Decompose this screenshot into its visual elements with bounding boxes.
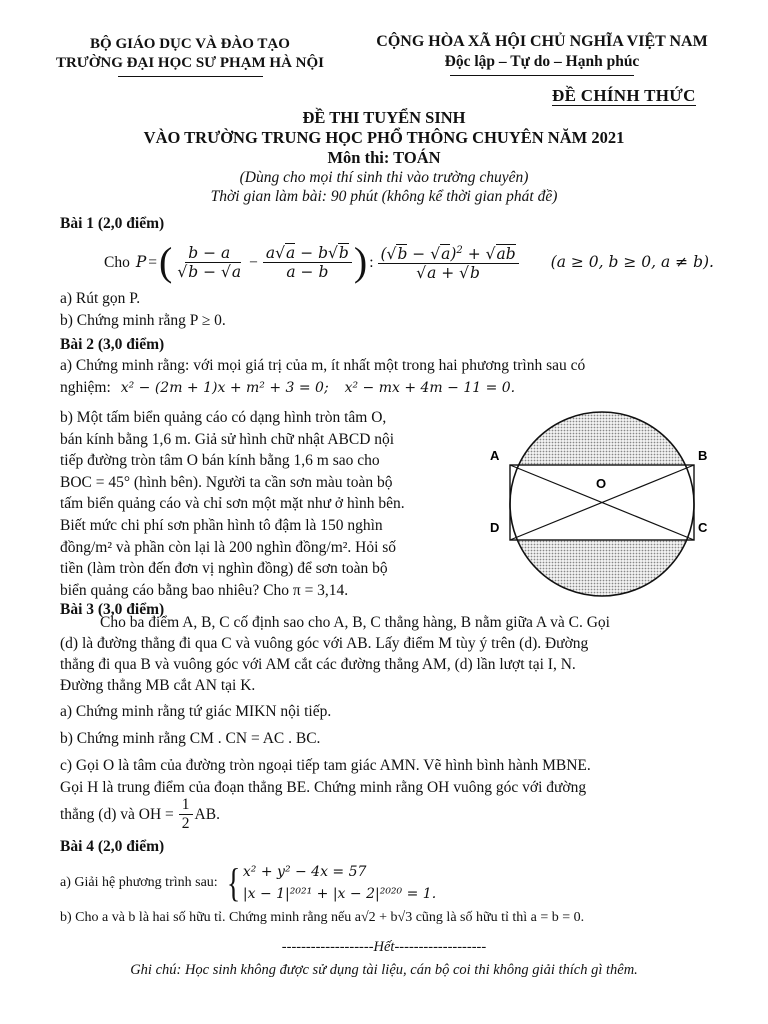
bai3-intro-line: Cho ba điểm A, B, C cố định sao cho A, B, C thẳng hàng, B nằm giữa A và C. Gọi <box>100 614 610 631</box>
equation-system <box>243 861 436 905</box>
bai2-b-line: biển quảng cáo bằng bao nhiêu? Cho π = 3,14. <box>60 581 349 599</box>
footer-note: Ghi chú: Học sinh không được sử dụng tài liệu, cán bộ coi thi không giải thích gì thêm. <box>130 962 638 978</box>
fraction-2: $\frac{a√a - b√b}{a - b}$ <box>263 244 352 281</box>
school-name: TRƯỜNG ĐẠI HỌC SƯ PHẠM HÀ NỘI <box>55 55 325 71</box>
official-label <box>552 86 696 106</box>
official-text: ĐỀ CHÍNH THỨC <box>552 86 696 105</box>
bai3-c-prefix: thẳng (d) và OH = <box>60 805 174 823</box>
bai2-equation-1: x² − (2m + 1)x + m² + 3 = 0; <box>120 380 329 396</box>
bai1-condition: (a ≥ 0, b ≥ 0, a ≠ b). <box>550 252 714 271</box>
fraction-1: $\frac{b - a}{√b - √a}$ <box>177 243 242 281</box>
bai3-part-b: b) Chứng minh rằng CM . CN = AC . BC. <box>60 730 321 747</box>
system-brace: { <box>226 860 241 905</box>
exam-title: ĐỀ THI TUYỂN SINH <box>302 108 466 127</box>
bai3-intro <box>60 612 710 696</box>
bai1-heading: Bài 1 (2,0 điểm) <box>60 215 165 232</box>
bai3-heading: Bài 3 (3,0 điểm) <box>60 601 165 618</box>
bai2-b-line: BOC = 45° (hình bên). Người ta cần sơn màu toàn bộ <box>60 473 393 491</box>
bai1-intro: Cho <box>104 253 130 271</box>
label-b: B <box>698 448 708 463</box>
end-marker: -------------------Hết------------------- <box>281 939 487 955</box>
exam-note-audience: (Dùng cho mọi thí sinh thi vào trường chuyên) <box>239 169 529 186</box>
billboard-figure <box>482 408 722 600</box>
bai2-b-line: đồng/m² và phần còn lại là 200 nghìn đồng/m². Hỏi số <box>60 538 397 556</box>
system-equation-1: x² + y² − 4x = 57 <box>242 864 367 880</box>
bai2-part-b <box>60 407 470 601</box>
bai2-heading: Bài 2 (3,0 điểm) <box>60 336 165 353</box>
bai4-part-a <box>60 858 436 908</box>
label-o: O <box>596 476 607 491</box>
equals-sign: = <box>148 253 158 271</box>
bai3-intro-line: thẳng đi qua B và vuông góc với AM cắt các đường thẳng AM, (d) lần lượt tại I, N. <box>60 656 576 673</box>
bai4-heading: Bài 4 (2,0 điểm) <box>60 838 165 855</box>
bai2-b-line: tiếp đường tròn tâm O bán kính bằng 1,6 m sao cho <box>60 452 380 470</box>
header-left-underline <box>118 76 263 77</box>
label-c: C <box>698 520 708 535</box>
left-paren: ( <box>159 239 173 284</box>
bai2-b-line: tiền (làm tròn đến đơn vị nghìn đồng) để sơn toàn bộ <box>60 560 388 578</box>
bai2-b-line: tấm biển quảng cáo và chỉ sơn một mặt như ở hình bên. <box>60 495 405 513</box>
bai3-c-suffix: AB. <box>194 805 220 823</box>
bai3-part-c-line1: c) Gọi O là tâm của đường tròn ngoại tiếp tam giác AMN. Vẽ hình bình hành MBNE. <box>60 757 591 774</box>
bai2-b-line: bán kính bằng 1,6 m. Giả sử hình chữ nhật ABCD nội <box>60 430 395 448</box>
fraction-half-num: 1 <box>179 796 193 815</box>
system-equation-2: |x − 1|²⁰²¹ + |x − 2|²⁰²⁰ = 1. <box>242 886 437 902</box>
exam-subject: Môn thi: TOÁN <box>327 148 441 167</box>
republic-name: CỘNG HÒA XÃ HỘI CHỦ NGHĨA VIỆT NAM <box>376 33 708 50</box>
bai2-part-a-line2 <box>60 377 515 399</box>
bai2-b-line: b) Một tấm biển quảng cáo có dạng hình tròn tâm O, <box>60 409 387 426</box>
fraction-half <box>179 796 193 833</box>
exam-title-line2: VÀO TRƯỜNG TRUNG HỌC PHỔ THÔNG CHUYÊN NĂM 2021 <box>143 128 625 147</box>
bai1-expression <box>104 236 724 288</box>
header-right-underline <box>450 75 634 76</box>
bai3-part-c-line2: Gọi H là trung điểm của đoạn thẳng BE. Chứng minh rằng OH vuông góc với đường <box>60 779 587 796</box>
bai1-p-symbol: P <box>135 252 147 271</box>
bai4-part-b: b) Cho a và b là hai số hữu tỉ. Chứng minh rằng nếu a√2 + b√3 cũng là số hữu tỉ thì a = b = 0. <box>60 910 585 925</box>
bai3-intro-line: (d) là đường thẳng đi qua C và vuông góc với AB. Lấy điểm M tùy ý trên (d). Đường <box>60 635 589 652</box>
bai3-part-c-line3 <box>60 796 220 832</box>
bai1-part-a: a) Rút gọn P. <box>60 290 141 307</box>
fraction-3: $\frac{(√b - √a)^2 + √ab}{√a + √b}$ <box>378 242 519 282</box>
minus-sign: − <box>249 253 258 271</box>
exam-note-time: Thời gian làm bài: 90 phút (không kể thời gian phát đề) <box>210 188 558 205</box>
national-motto: Độc lập – Tự do – Hạnh phúc <box>444 53 640 70</box>
right-paren: ) <box>353 239 368 284</box>
bai3-intro-line: Đường thẳng MB cắt AN tại K. <box>60 677 256 694</box>
label-a: A <box>490 448 500 463</box>
bai4-a-prefix: a) Giải hệ phương trình sau: <box>60 875 218 890</box>
ministry-name: BỘ GIÁO DỤC VÀ ĐÀO TẠO <box>90 36 290 52</box>
label-d: D <box>490 520 500 535</box>
bai2-b-line: Biết mức chi phí sơn phần hình tô đậm là 150 nghìn <box>60 516 383 534</box>
bai2-nghiem-label: nghiệm: <box>60 379 111 396</box>
divide-sign: : <box>369 253 374 271</box>
bai2-part-a-line1: a) Chứng minh rằng: với mọi giá trị của m, ít nhất một trong hai phương trình sau có <box>60 357 586 374</box>
bai3-part-a: a) Chứng minh rằng tứ giác MIKN nội tiếp. <box>60 703 332 720</box>
bai1-part-b: b) Chứng minh rằng P ≥ 0. <box>60 312 226 329</box>
bai2-equation-2: x² − mx + 4m − 11 = 0. <box>344 380 516 396</box>
fraction-half-den: 2 <box>181 814 190 832</box>
